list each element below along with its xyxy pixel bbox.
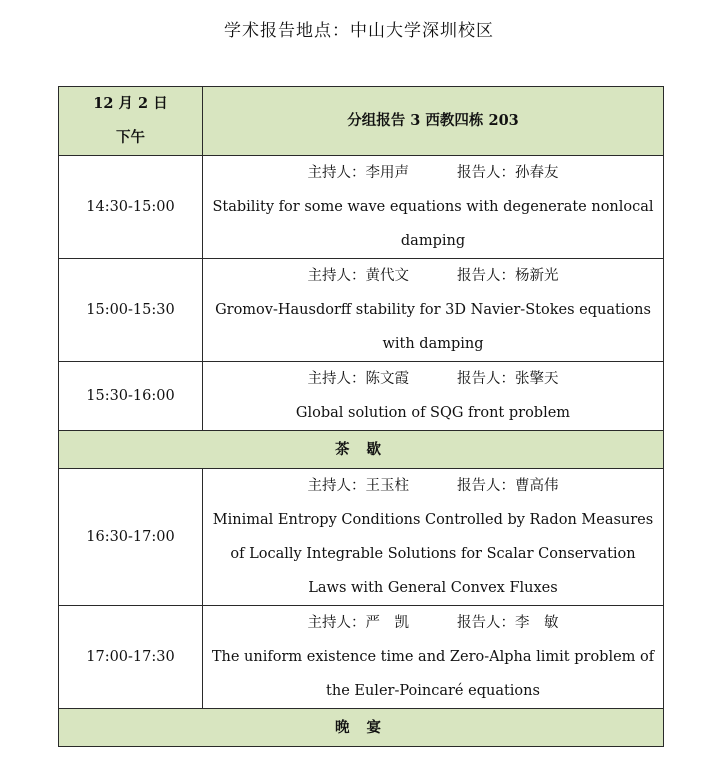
schedule-table xyxy=(58,86,664,747)
talk-host: 主持人：陈文霞 xyxy=(307,371,409,387)
talk-time: 15:30-16:00 xyxy=(59,362,203,431)
dinner-label: 晚 宴 xyxy=(59,709,664,747)
talk-host: 主持人：李用声 xyxy=(307,165,409,181)
talk-host: 主持人：严 凯 xyxy=(307,615,409,631)
session-date-cell xyxy=(59,87,203,156)
talk-speaker: 报告人：李 敏 xyxy=(457,615,559,631)
tea-break-label: 茶 歇 xyxy=(59,431,664,469)
talk-speaker: 报告人：张擎天 xyxy=(457,371,559,387)
session-period: 下午 xyxy=(116,129,145,146)
talk-time: 15:00-15:30 xyxy=(59,259,203,362)
talk-cell xyxy=(203,259,664,362)
talk-time: 14:30-15:00 xyxy=(59,156,203,259)
talk-cell xyxy=(203,156,664,259)
talk-host: 主持人：黄代文 xyxy=(307,268,409,284)
talk-cell xyxy=(203,362,664,431)
talk-title: The uniform existence time and Zero-Alpha limit problem of the Euler-Poincaré equations xyxy=(211,649,655,699)
talk-cell xyxy=(203,606,664,709)
session-date: 12 月 2 日 xyxy=(93,95,168,112)
talk-time: 17:00-17:30 xyxy=(59,606,203,709)
talk-host: 主持人：王玉柱 xyxy=(307,478,409,494)
talk-title: Global solution of SQG front problem xyxy=(295,405,571,421)
talk-row xyxy=(59,362,664,431)
talk-row xyxy=(59,259,664,362)
talk-speaker: 报告人：曹高伟 xyxy=(457,478,559,494)
tea-break-row xyxy=(59,431,664,469)
dinner-row xyxy=(59,709,664,747)
talk-row xyxy=(59,469,664,606)
talk-title: Minimal Entropy Conditions Controlled by Radon Measures of Locally Integrable Solutions for Scalar Conservation Laws with General Convex Fluxes xyxy=(212,512,654,596)
session-header-row xyxy=(59,87,664,156)
talk-time: 16:30-17:00 xyxy=(59,469,203,606)
talk-row xyxy=(59,606,664,709)
talk-title: Stability for some wave equations with degenerate nonlocal damping xyxy=(212,199,654,249)
venue-heading: 学术报告地点：中山大学深圳校区 xyxy=(224,21,494,41)
session-title: 分组报告 3 西教四栋 203 xyxy=(203,87,664,156)
talk-row xyxy=(59,156,664,259)
talk-title: Gromov-Hausdorff stability for 3D Navier-Stokes equations with damping xyxy=(215,302,651,352)
talk-cell xyxy=(203,469,664,606)
talk-speaker: 报告人：杨新光 xyxy=(457,268,559,284)
talk-speaker: 报告人：孙春友 xyxy=(457,165,559,181)
